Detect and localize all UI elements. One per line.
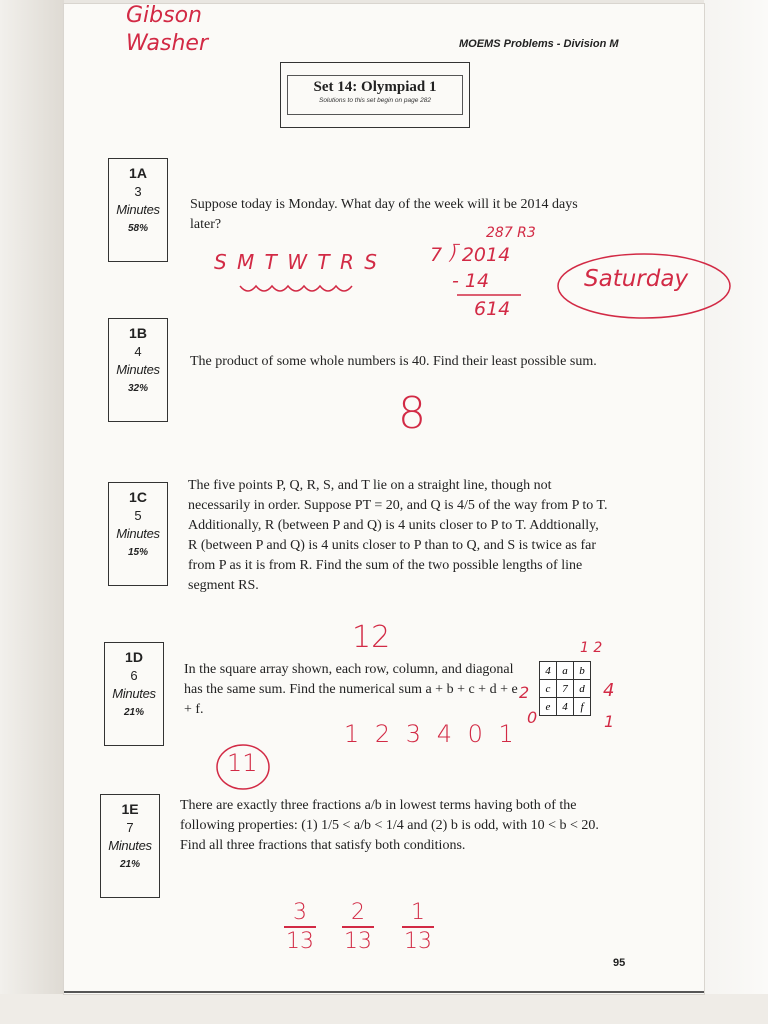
grid-row3-left: 0	[527, 708, 538, 727]
problem-box-1b	[108, 318, 168, 422]
set-title: Set 14: Olympiad 1	[313, 79, 437, 95]
problem-text-1e: There are exactly three fractions a/b in lowest terms having both of the following properties: (1) 1/5 < a/b < 1/4 and (2) b is odd, with 10 < b < 20. Find all three fractions that satisfy both conditions.	[180, 798, 599, 853]
page-number: 95	[613, 957, 626, 969]
problem-text-1d: In the square array shown, each row, column, and diagonal has the same sum. Find the numerical sum a + b + c + d + e + f.	[184, 662, 518, 717]
problem-text-1a: Suppose today is Monday. What day of the week will it be 2014 days later?	[190, 197, 578, 232]
grid-cell: 7	[557, 680, 574, 698]
problem-minutes: 6	[130, 668, 138, 683]
grid-cell: e	[540, 698, 557, 716]
minutes-label: Minutes	[108, 838, 152, 853]
square-array	[539, 661, 591, 716]
problem-percent: 58%	[127, 223, 148, 234]
grid-row2-left: 2	[519, 683, 530, 702]
division-step2: 614	[474, 298, 511, 320]
number-list: 1 2 3 4 0 1	[344, 720, 518, 748]
grid-cell: c	[540, 680, 557, 698]
problem-box-1c	[108, 482, 168, 586]
page-edge-left	[0, 0, 64, 1024]
handwritten-squiggle	[238, 276, 370, 298]
problem-minutes: 5	[134, 508, 142, 523]
problem-id: 1B	[129, 325, 147, 341]
problem-id: 1E	[121, 801, 139, 817]
name-first: Gibson	[126, 3, 202, 28]
grid-cell: f	[574, 698, 591, 716]
problem-text-1c: The five points P, Q, R, S, and T lie on a straight line, though not necessarily in order. Suppose PT = 20, and Q is 4/5 of the way from P to T. Additionally, R (between P and Q) is 4 units closer to P to T. Addtionally, R (between P and Q) is 4 units closer to P than to Q, and S is twice as far from P as it is from R. Find the sum of the two possible lengths of line segment RS.	[188, 478, 608, 593]
problem-box-1d	[104, 642, 164, 746]
problem-minutes: 3	[134, 184, 142, 199]
problem-text-1b: The product of some whole numbers is 40. Find their least possible sum.	[190, 354, 597, 369]
problem-id: 1C	[129, 489, 147, 505]
handwritten-name	[126, 4, 208, 56]
grid-cell: 4	[557, 698, 574, 716]
minutes-label: Minutes	[116, 362, 160, 377]
grid-cell: a	[557, 662, 574, 680]
handwritten-fraction-1: 3 13	[286, 900, 314, 954]
page-edge-right	[704, 0, 768, 1024]
problem-id: 1D	[125, 649, 143, 665]
set-title-box	[280, 62, 470, 128]
grid-row2-right: 4	[603, 680, 615, 701]
grid-row3-right: 1	[604, 712, 615, 731]
problem-id: 1A	[129, 165, 147, 181]
problem-box-1a	[108, 158, 168, 262]
answer-1d: 11	[227, 749, 258, 777]
division-quotient: 287 R3	[486, 225, 536, 241]
grid-cell: b	[574, 662, 591, 680]
minutes-label: Minutes	[116, 202, 160, 217]
problem-percent: 21%	[123, 707, 144, 718]
problem-minutes: 7	[126, 820, 134, 835]
handwritten-days: S M T W T R S	[214, 250, 379, 274]
handwritten-fraction-3: 1 13	[404, 900, 432, 954]
problem-percent: 15%	[127, 547, 148, 558]
problem-percent: 32%	[127, 383, 148, 394]
minutes-label: Minutes	[112, 686, 156, 701]
answer-1d-sum: 12	[352, 620, 391, 655]
page-edge-bottom	[0, 994, 768, 1024]
problem-minutes: 4	[134, 344, 142, 359]
set-subtitle: Solutions to this set begin on page 282	[318, 97, 432, 104]
minutes-label: Minutes	[116, 526, 160, 541]
grid-cell: d	[574, 680, 591, 698]
division-line	[455, 292, 525, 298]
handwritten-fraction-2: 2 13	[344, 900, 372, 954]
grid-cell: 4	[540, 662, 557, 680]
problem-box-1e	[100, 794, 160, 898]
answer-1a: Saturday	[584, 266, 689, 292]
division-step1: - 14	[452, 270, 490, 292]
problem-percent: 21%	[119, 859, 140, 870]
division-dividend: 7 ⟌ 2014	[430, 244, 511, 266]
running-head: MOEMS Problems - Division M	[459, 38, 619, 50]
answer-1b: 8	[398, 388, 426, 439]
name-last: Washer	[126, 31, 209, 56]
bottom-rule	[64, 991, 704, 993]
grid-top-note: 1 2	[580, 640, 603, 656]
